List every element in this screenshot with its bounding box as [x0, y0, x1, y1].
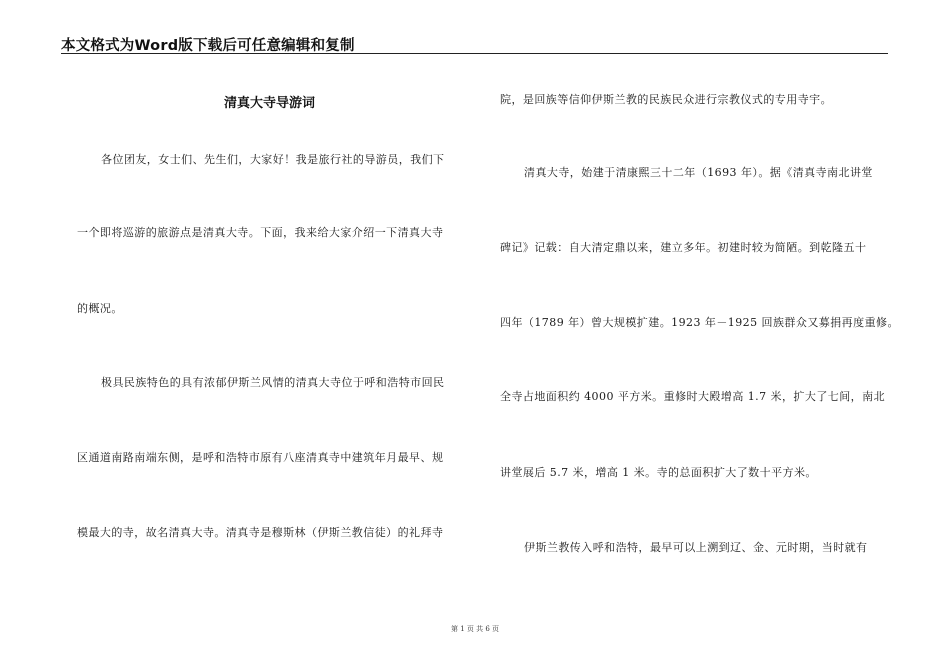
text-line: 区通道南路南端东侧，是呼和浩特市原有八座清真寺中建筑年月最早、规	[77, 451, 444, 464]
document-title: 清真大寺导游词	[223, 96, 315, 111]
text-line: 一个即将巡游的旅游点是清真大寺。下面，我来给大家介绍一下清真大寺	[77, 226, 444, 239]
text-line: 院，是回族等信仰伊斯兰教的民族民众进行宗教仪式的专用寺宇。	[500, 93, 833, 106]
text-line: 极具民族特色的具有浓郁伊斯兰风情的清真大寺位于呼和浩特市回民	[101, 376, 445, 389]
header-divider	[61, 53, 888, 54]
text-line: 讲堂展后 5.7 米，增高 1 米。寺的总面积扩大了数十平方米。	[500, 466, 817, 479]
text-line: 的概况。	[77, 302, 123, 315]
text-line: 各位团友，女士们、先生们，大家好！我是旅行社的导游员，我们下	[101, 153, 445, 166]
text-line: 模最大的寺，故名清真大寺。清真寺是穆斯林（伊斯兰教信徒）的礼拜寺	[77, 526, 444, 539]
text-line: 全寺占地面积约 4000 平方米。重修时大殿增高 1.7 米，扩大了七间，南北	[500, 390, 886, 403]
text-line: 碑记》记载：自大清定鼎以来，建立多年。初建时较为简陋。到乾隆五十	[500, 241, 867, 254]
document-header: 本文格式为Word版下载后可任意编辑和复制	[61, 38, 355, 54]
page-footer: 第 1 页 共 6 页	[450, 625, 500, 633]
text-line: 四年（1789 年）曾大规模扩建。1923 年－1925 回族群众又募捐再度重修。	[500, 316, 899, 329]
text-line: 伊斯兰教传入呼和浩特，最早可以上溯到辽、金、元时期，当时就有	[524, 541, 868, 554]
text-line: 清真大寺，始建于清康熙三十二年（1693 年）。据《清真寺南北讲堂	[524, 166, 873, 179]
